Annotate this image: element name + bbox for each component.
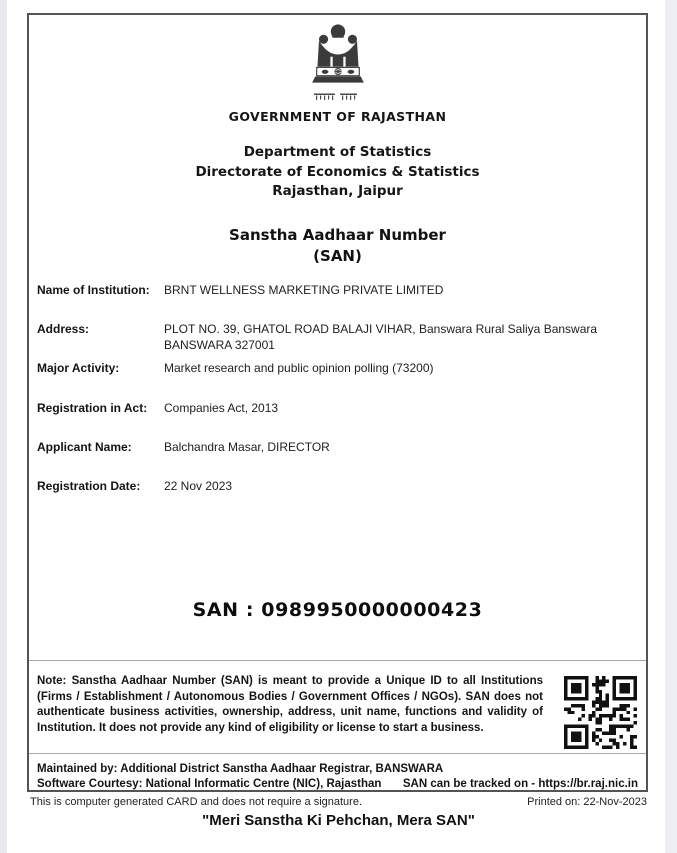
field-label: Applicant Name: (37, 440, 132, 454)
software-courtesy-line: Software Courtesy: National Informatic Centre (NIC), Rajasthan (37, 778, 382, 790)
qr-code (564, 676, 637, 749)
emblem-motto-satyameva-jayate (29, 89, 646, 107)
certificate-title: Sanstha Aadhaar Number (229, 226, 446, 244)
maintained-by-line: Maintained by: Additional District Sanstha Aadhaar Registrar, BANSWARA (37, 763, 444, 775)
san-number: SAN : 0989950000000423 (192, 599, 483, 621)
department-heading-block (29, 143, 646, 202)
field-label: Address: (37, 322, 90, 336)
field-label: Major Activity: (37, 361, 120, 375)
field-value: 22 Nov 2023 (164, 479, 233, 493)
generated-card-line (30, 796, 647, 808)
field-value: Market research and public opinion polling (73200) (164, 361, 434, 375)
page-margin-left (0, 0, 7, 853)
field-label: Registration Date: (37, 479, 141, 493)
directorate-line: Directorate of Economics & Statistics (195, 163, 480, 180)
footer-section (29, 753, 646, 791)
department-line: Department of Statistics (243, 144, 432, 160)
certificate-title-block (29, 225, 646, 267)
field-value: BRNT WELLNESS MARKETING PRIVATE LIMITED (164, 283, 444, 297)
san-tracking-url-line: SAN can be tracked on - https://br.raj.nic.in (402, 778, 638, 790)
field-row-major-activity (37, 361, 638, 377)
national-emblem-icon (29, 24, 646, 96)
field-row-registration-date (37, 479, 638, 495)
page-margin-right (665, 0, 677, 853)
note-section (29, 660, 646, 754)
field-label: Name of Institution: (37, 283, 150, 297)
field-label: Registration in Act: (37, 401, 148, 415)
field-value: PLOT NO. 39, GHATOL ROAD BALAJI VIHAR, Banswara Rural Saliya Banswara BANSWARA 327001 (164, 322, 598, 352)
field-row-registration-act (37, 401, 638, 417)
field-value: Balchandra Masar, DIRECTOR (164, 440, 330, 454)
government-title: GOVERNMENT OF RAJASTHAN (228, 109, 447, 124)
field-row-address (37, 322, 638, 353)
note-text: Note: Sanstha Aadhaar Number (SAN) is meant to provide a Unique ID to all Institutions (Firms / Establishment / Autonomous Bodies / Government Offices / NGOs). SAN does not authenticate business activities, ownership, address, unit name, functions and validity of Institution. It does not provide any kind of eligibility or license to start a business. (37, 675, 543, 734)
field-value: Companies Act, 2013 (164, 401, 279, 415)
field-row-institution (37, 283, 638, 299)
slogan-line: "Meri Sanstha Ki Pehchan, Mera SAN" (202, 812, 475, 829)
printed-on-date: Printed on: 22-Nov-2023 (527, 796, 647, 808)
computer-generated-note: This is computer generated CARD and does not require a signature. (30, 796, 363, 808)
field-row-applicant-name (37, 440, 638, 456)
san-certificate-card (27, 13, 648, 792)
location-line: Rajasthan, Jaipur (272, 183, 403, 199)
certificate-title-abbr: (SAN) (313, 247, 362, 265)
